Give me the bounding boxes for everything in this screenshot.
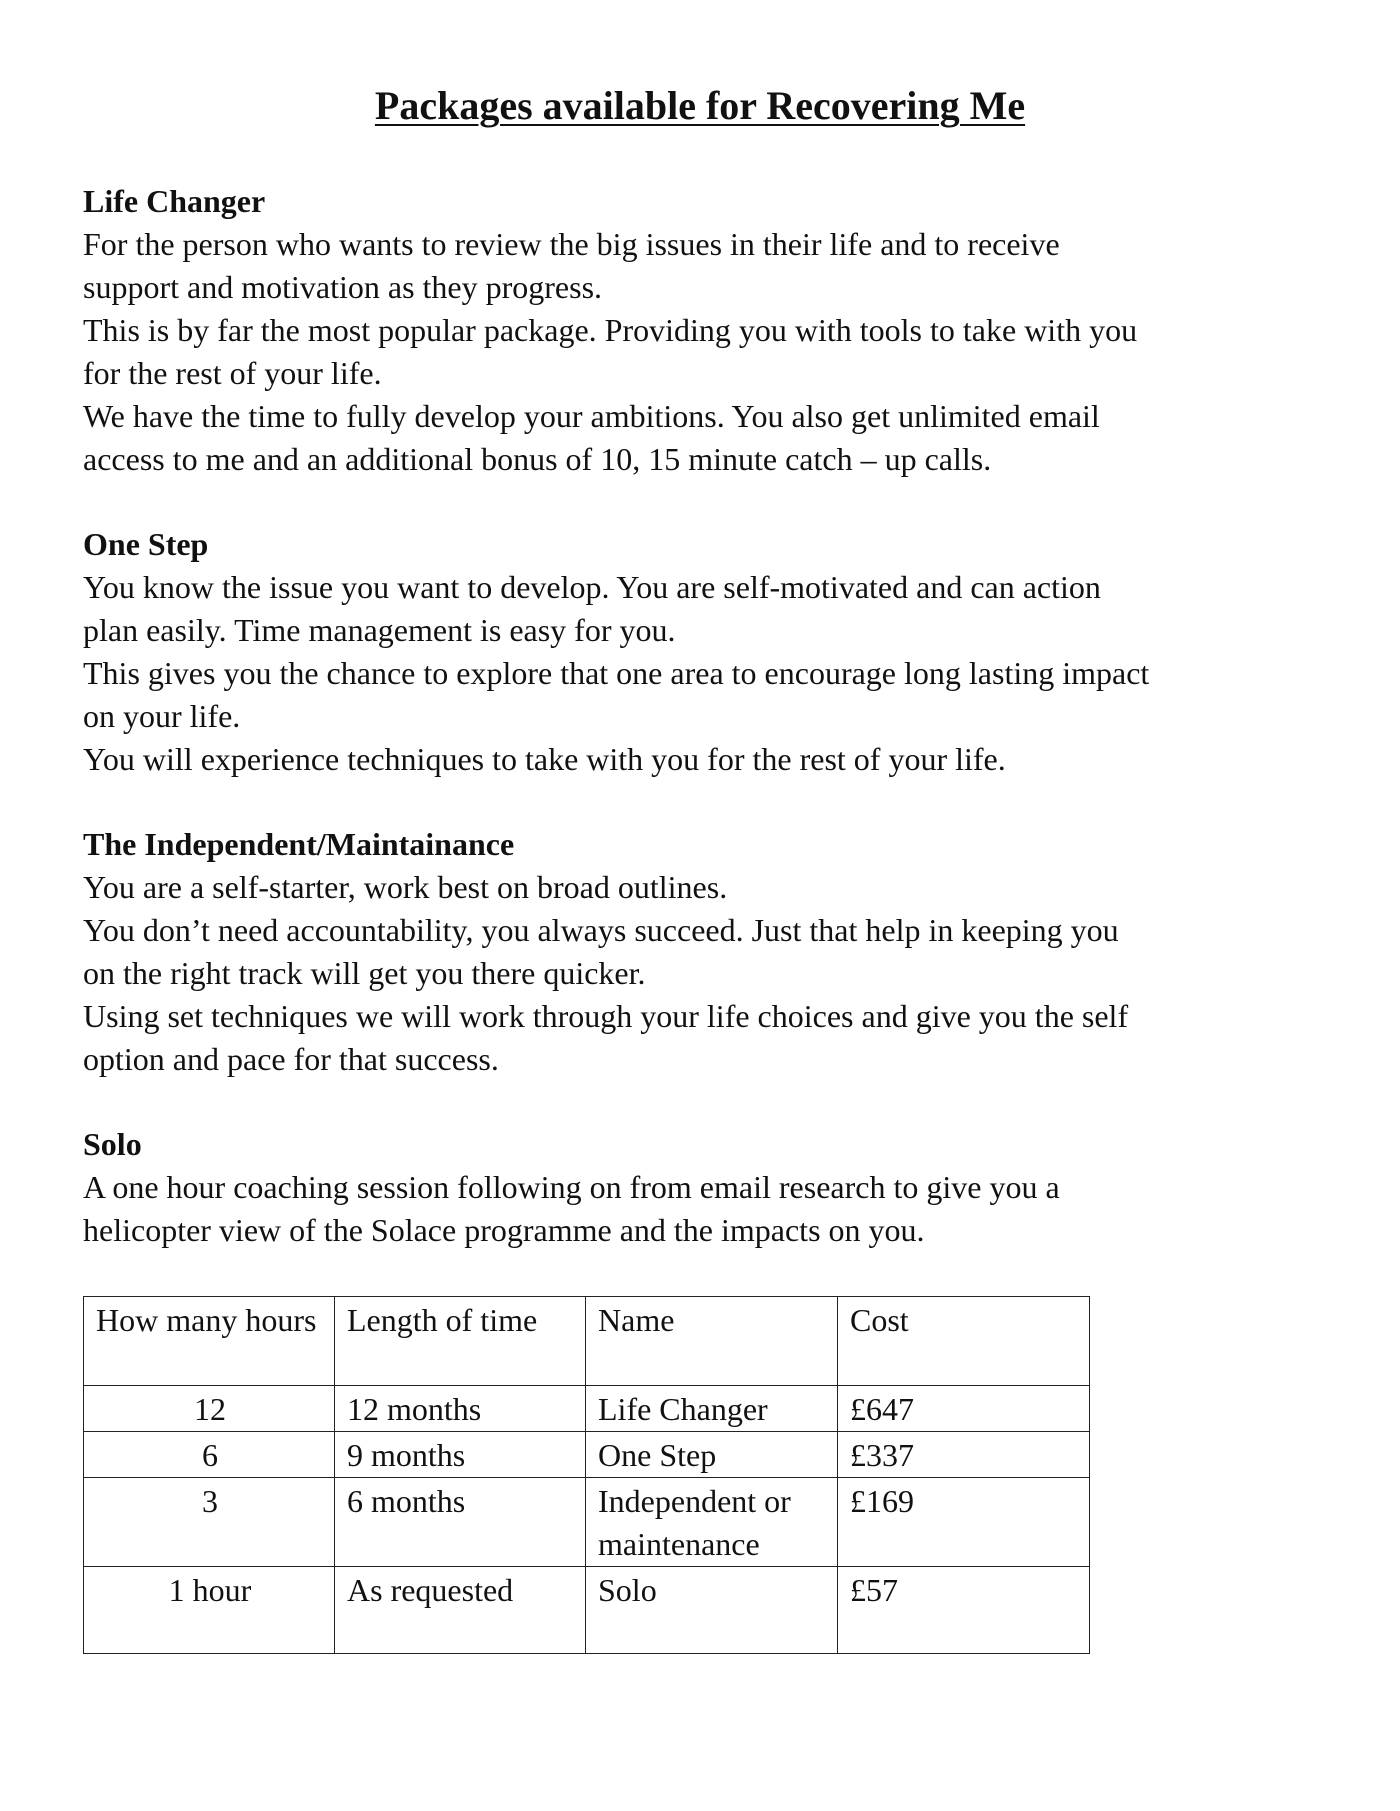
table-cell: Life Changer [586, 1386, 838, 1432]
section-heading: Solo [83, 1126, 142, 1162]
table-cell: 6 months [335, 1478, 586, 1567]
table-cell: 6 [84, 1432, 335, 1478]
paragraph-line: You will experience techniques to take with you for the rest of your life. [83, 741, 1006, 777]
section-one-step [83, 523, 1343, 781]
section-independent [83, 823, 1343, 1081]
paragraph-line: Using set techniques we will work through your life choices and give you the self [83, 998, 1129, 1034]
paragraph-line: You don’t need accountability, you always succeed. Just that help in keeping you [83, 912, 1119, 948]
table-cell: 9 months [335, 1432, 586, 1478]
paragraph-line: For the person who wants to review the big issues in their life and to receive [83, 226, 1060, 262]
table-cell: £647 [838, 1386, 1090, 1432]
paragraph-line: You are a self-starter, work best on broad outlines. [83, 869, 728, 905]
paragraph-line: This is by far the most popular package. Providing you with tools to take with you [83, 312, 1138, 348]
paragraph-line: A one hour coaching session following on from email research to give you a [83, 1169, 1060, 1205]
table-cell: £337 [838, 1432, 1090, 1478]
table-row [84, 1386, 1090, 1432]
table-header-cell: Length of time [335, 1297, 586, 1386]
section-heading: The Independent/Maintainance [83, 826, 515, 862]
table-row [84, 1432, 1090, 1478]
table-cell: £57 [838, 1567, 1090, 1654]
paragraph-line: on the right track will get you there quicker. [83, 955, 646, 991]
paragraph-line: option and pace for that success. [83, 1041, 499, 1077]
section-heading: Life Changer [83, 183, 266, 219]
table-cell: Independent or maintenance [586, 1478, 838, 1567]
table-cell: 3 [84, 1478, 335, 1567]
paragraph-line: for the rest of your life. [83, 355, 382, 391]
paragraph-line: helicopter view of the Solace programme and the impacts on you. [83, 1212, 925, 1248]
table-cell: One Step [586, 1432, 838, 1478]
paragraph-line: support and motivation as they progress. [83, 269, 603, 305]
section-life-changer [83, 180, 1343, 481]
table-header-row [84, 1297, 1090, 1386]
paragraph-line: plan easily. Time management is easy for you. [83, 612, 676, 648]
table-cell: As requested [335, 1567, 586, 1654]
paragraph-line: access to me and an additional bonus of 10, 15 minute catch – up calls. [83, 441, 992, 477]
section-heading: One Step [83, 526, 209, 562]
table-header-cell: Name [586, 1297, 838, 1386]
paragraph-line: We have the time to fully develop your ambitions. You also get unlimited email [83, 398, 1100, 434]
table-header-cell: Cost [838, 1297, 1090, 1386]
table-cell: Solo [586, 1567, 838, 1654]
table-cell: 12 months [335, 1386, 586, 1432]
table-cell: 1 hour [84, 1567, 335, 1654]
section-solo [83, 1123, 1343, 1252]
page-title: Packages available for Recovering Me [374, 83, 1026, 128]
pricing-table [83, 1296, 1090, 1654]
table-row [84, 1567, 1090, 1654]
paragraph-line: This gives you the chance to explore that one area to encourage long lasting impact [83, 655, 1150, 691]
paragraph-line: You know the issue you want to develop. You are self-motivated and can action [83, 569, 1101, 605]
table-cell: 12 [84, 1386, 335, 1432]
table-row [84, 1478, 1090, 1567]
table-cell: £169 [838, 1478, 1090, 1567]
paragraph-line: on your life. [83, 698, 241, 734]
table-header-cell: How many hours [84, 1297, 335, 1386]
